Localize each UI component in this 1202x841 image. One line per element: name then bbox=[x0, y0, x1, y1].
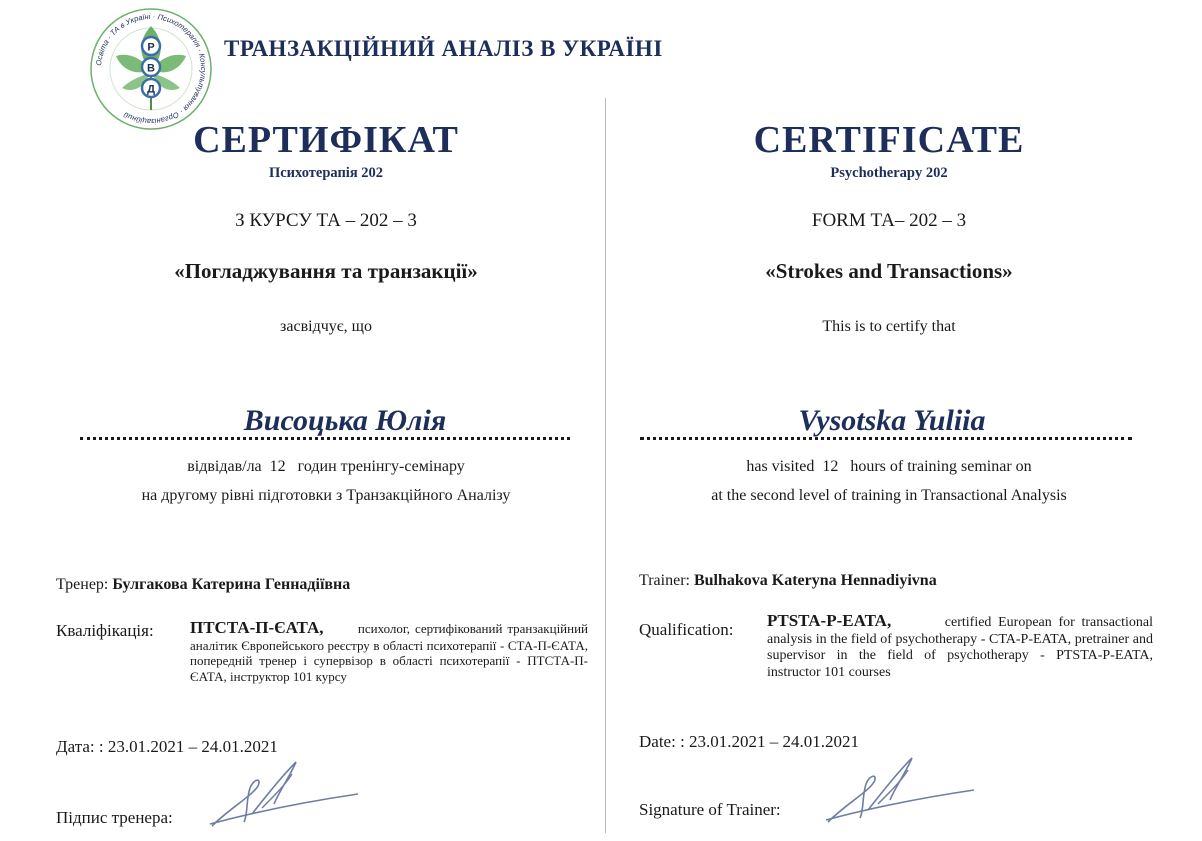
visit-suffix: hours of training seminar on bbox=[850, 458, 1032, 475]
certificate-subtitle: Психотерапія 202 bbox=[268, 165, 384, 181]
qualification-text bbox=[767, 611, 1153, 681]
qualification-label: Qualification: bbox=[639, 620, 734, 639]
signature-label: Signature of Trainer: bbox=[639, 800, 781, 819]
logo-ring-text: Освіта · ТА в Україні · Психотерапія · Консультування · Організаційний bbox=[94, 11, 209, 127]
certificate-title: СЕРТИФІКАТ bbox=[193, 119, 459, 161]
date-line bbox=[56, 737, 278, 757]
svg-text:Р: Р bbox=[147, 41, 155, 54]
date-line bbox=[639, 732, 859, 752]
trainer-signature-icon bbox=[200, 756, 360, 836]
trainer-name: Булгакова Катерина Геннадіївна bbox=[112, 576, 351, 593]
certificate-english bbox=[606, 0, 1202, 841]
date-value: 23.01.2021 – 24.01.2021 bbox=[689, 732, 860, 751]
visit-line bbox=[0, 458, 652, 476]
course-name: «Погладжування та транзакції» bbox=[174, 259, 478, 283]
course-code: З КУРСУ ТА – 202 – 3 bbox=[235, 210, 417, 231]
name-dotted-line bbox=[80, 437, 570, 440]
certify-text: засвідчує, що bbox=[280, 318, 372, 335]
certificate-title: CERTIFICATE bbox=[753, 119, 1025, 161]
visit-prefix: відвідав/ла bbox=[187, 458, 262, 475]
training-level: на другому рівні підготовки з Транзакційного Аналізу bbox=[141, 487, 511, 504]
visit-line bbox=[606, 458, 1172, 476]
course-name: «Strokes and Transactions» bbox=[765, 259, 1013, 283]
recipient-name: Висоцька Юлія bbox=[243, 404, 447, 437]
signature-label: Підпис тренера: bbox=[56, 808, 173, 827]
hours-count: 12 bbox=[269, 458, 286, 475]
qualification-label: Кваліфікація: bbox=[56, 621, 154, 640]
organization-title: ТРАНЗАКЦІЙНИЙ АНАЛІЗ В УКРАЇНІ bbox=[224, 36, 663, 61]
trainer-line bbox=[56, 576, 350, 594]
certificate-subtitle: Psychotherapy 202 bbox=[830, 165, 948, 181]
trainer-line bbox=[639, 572, 937, 590]
certify-text: This is to certify that bbox=[822, 318, 956, 335]
trainer-label: Trainer: bbox=[639, 572, 690, 589]
svg-text:Д: Д bbox=[147, 83, 155, 96]
qualification-title: PTSTA-P-EATA, bbox=[767, 611, 892, 630]
svg-text:В: В bbox=[147, 62, 155, 75]
date-label: Date: : bbox=[639, 732, 685, 751]
qualification-description: психолог, сертифікований транзакційний аналітик Європейського реєстру в області психотерапії - СТА-П-ЄАТА, попередній тренер і супервізор в області психотерапії - ПТСТА-П-ЄАТА, інструктор 101 курсу bbox=[190, 621, 589, 684]
hours-count: 12 bbox=[822, 458, 839, 475]
visit-prefix: has visited bbox=[746, 458, 815, 475]
trainer-label: Тренер: bbox=[56, 576, 109, 593]
recipient-name: Vysotska Yuliia bbox=[798, 404, 986, 437]
date-value: 23.01.2021 – 24.01.2021 bbox=[107, 737, 278, 756]
qualification-description: certified European for transactional analysis in the field of psychotherapy - CTA-P-EATA, pretrainer and supervisor in the field of psychotherapy - PTSTA-P-EATA, instructor 101 courses bbox=[767, 615, 1154, 680]
visit-suffix: годин тренінгу-семінару bbox=[297, 458, 465, 475]
trainer-name: Bulhakova Kateryna Hennadiyivna bbox=[693, 572, 937, 589]
course-code: FORM ТА– 202 – 3 bbox=[811, 210, 967, 231]
training-level: at the second level of training in Transactional Analysis bbox=[711, 487, 1067, 504]
date-label: Дата: : bbox=[56, 737, 104, 756]
trainer-signature-icon bbox=[816, 752, 976, 832]
qualification-title: ПТСТА-П-ЄАТА, bbox=[190, 618, 324, 637]
qualification-text bbox=[190, 618, 588, 684]
name-dotted-line bbox=[640, 437, 1132, 440]
